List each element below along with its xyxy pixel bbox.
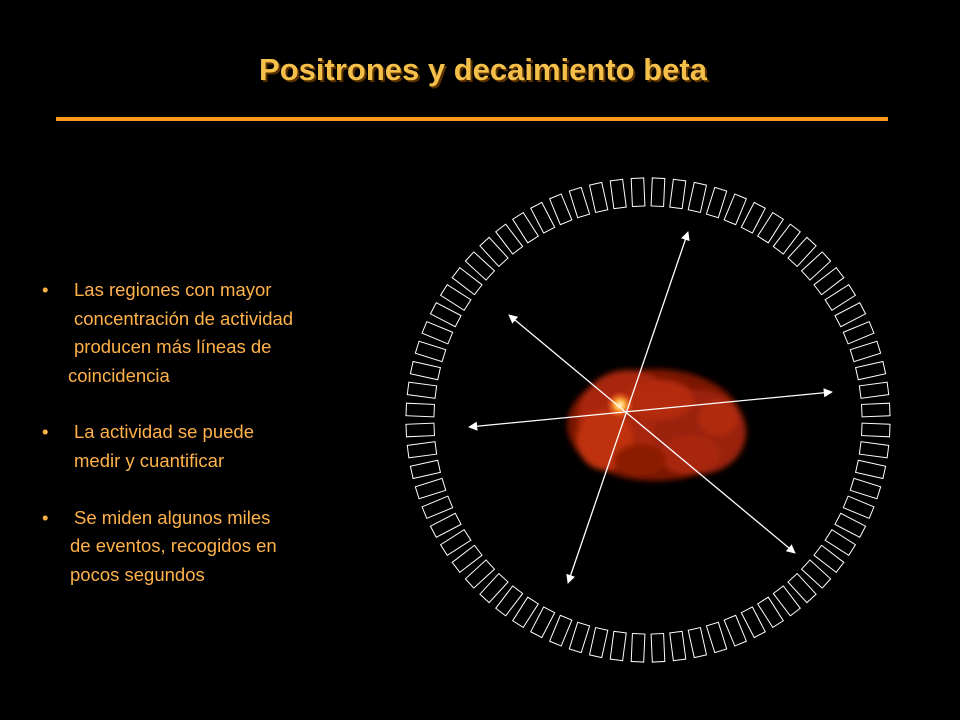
detector-element — [741, 202, 765, 233]
coincidence-line — [509, 315, 795, 553]
detector-element — [856, 362, 886, 380]
detector-element — [843, 322, 874, 344]
detector-element — [706, 187, 726, 217]
detector-element — [422, 322, 453, 344]
detector-element — [688, 628, 706, 658]
detector-element — [706, 622, 726, 652]
detector-element — [410, 362, 440, 380]
detector-element — [651, 634, 665, 663]
detector-element — [422, 496, 453, 518]
detector-element — [631, 634, 645, 663]
bullet-line: Se miden algunos miles — [74, 506, 271, 528]
detector-element — [531, 202, 555, 233]
detector-element — [610, 631, 626, 660]
detector-element — [550, 194, 572, 225]
detector-element — [415, 478, 445, 498]
bullet-line: concentración de actividad — [74, 307, 294, 329]
detector-element — [862, 403, 891, 417]
detector-element — [407, 442, 436, 458]
detector-element — [569, 622, 589, 652]
bullet-line: coincidencia — [68, 364, 170, 386]
detector-element — [688, 182, 706, 212]
bullet-marker: • — [42, 421, 49, 443]
detector-element — [569, 187, 589, 217]
bullet-marker: • — [42, 506, 49, 528]
detector-element — [741, 607, 765, 638]
detector-element — [835, 303, 866, 327]
bullet-line: de eventos, recogidos en — [70, 535, 277, 557]
detector-element — [856, 460, 886, 478]
detector-element — [590, 182, 608, 212]
detector-element — [410, 460, 440, 478]
slide-title: Positrones y decaimiento beta — [259, 52, 707, 87]
bullet-line: Las regiones con mayor — [74, 279, 272, 300]
bullet-line: producen más líneas de — [74, 336, 272, 358]
detector-element — [407, 382, 436, 398]
detector-element — [631, 178, 645, 207]
detector-element — [651, 178, 665, 207]
detector-element — [859, 382, 888, 398]
detector-element — [670, 179, 686, 208]
detector-element — [550, 615, 572, 646]
detector-element — [406, 403, 435, 417]
detector-element — [430, 513, 461, 537]
detector-element — [610, 179, 626, 208]
detector-element — [531, 607, 555, 638]
bullet-line: La actividad se puede — [74, 421, 254, 443]
bullet-line: medir y cuantificar — [74, 449, 225, 471]
detector-element — [859, 442, 888, 458]
detector-element — [670, 631, 686, 660]
detector-element — [843, 496, 874, 518]
bullet-line: pocos segundos — [70, 563, 205, 585]
detector-element — [406, 423, 435, 437]
detector-element — [430, 303, 461, 327]
detector-element — [850, 341, 880, 361]
detector-element — [415, 341, 445, 361]
bullet-marker: • — [42, 279, 49, 300]
detector-element — [724, 194, 746, 225]
detector-element — [835, 513, 866, 537]
detector-element — [850, 478, 880, 498]
detector-element — [590, 628, 608, 658]
detector-element — [862, 423, 891, 437]
detector-element — [724, 615, 746, 646]
